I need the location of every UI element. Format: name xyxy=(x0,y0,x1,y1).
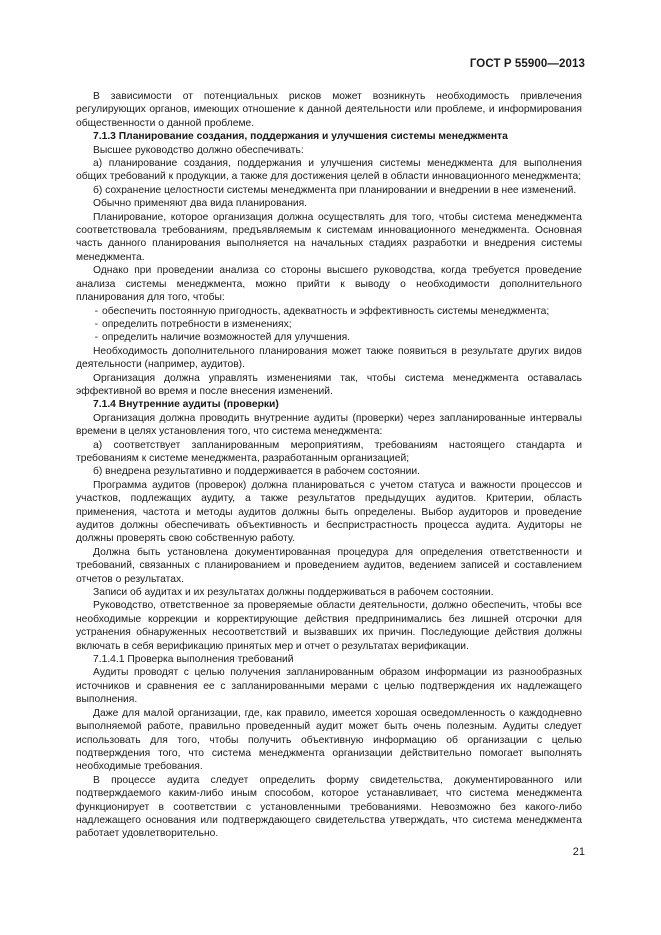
paragraph: Аудиты проводят с целью получения запланированным образом информации из разнообразных источников и сравнения ее с запланированными мерами с целью подтверждения их надлежащего выполнения. xyxy=(76,667,582,706)
paragraph: б) сохранение целостности системы менеджмента при планировании и внедрении в нее изменений. xyxy=(93,184,577,196)
paragraph: Программа аудитов (проверок) должна планироваться с учетом статуса и важности процессов и участков, подлежащих аудиту, а также результатов предыдущих аудитов. Критерии, область применения, частота и методы аудитов должны быть определены. Выбор аудиторов и проведение аудитов должны обеспечивать объективность и беспристрастность процесса аудита. Аудиторы не должны проверять свою собственную работу. xyxy=(76,479,582,545)
paragraph: Однако при проведении анализа со стороны высшего руководства, когда требуется проведение анализа системы менеджмента, можно прийти к выводу о необходимости дополнительного планирования для того, чтобы: xyxy=(76,265,582,304)
list-item-text: определить наличие возможностей для улучшения. xyxy=(102,332,351,344)
list-item xyxy=(76,331,582,344)
paragraph: Организация должна проводить внутренние аудиты (проверки) через запланированные интервалы времени в целях установления того, что система менеджмента: xyxy=(76,412,582,438)
list-item xyxy=(76,318,582,331)
list-dash: - xyxy=(94,305,98,317)
page-number: 21 xyxy=(572,846,585,858)
paragraph: В зависимости от потенциальных рисков может возникнуть необходимость привлечения регулирующих органов, имеющих отношение к данной деятельности или проблеме, и информирования общественности о данной проблеме. xyxy=(76,91,582,129)
paragraph: Высшее руководство должно обеспечивать: xyxy=(93,144,304,156)
paragraph: 7.1.4.1 Проверка выполнения требований xyxy=(93,654,294,666)
paragraph: Обычно применяют два вида планирования. xyxy=(93,198,308,210)
paragraph: а) планирование создания, поддержания и улучшения системы менеджмента для выполнения общих требований к продукции, а также для достижения целей в области инновационного менеджмента; xyxy=(76,158,582,183)
standard-header: ГОСТ Р 55900—2013 xyxy=(469,58,585,70)
section-heading: 7.1.4 Внутренние аудиты (проверки) xyxy=(93,399,279,411)
list-item xyxy=(76,305,582,318)
paragraph: Организация должна управлять изменениями так, чтобы система менеджмента оставалась эффективной во время и после внесения изменений. xyxy=(76,372,582,397)
paragraph: В процессе аудита следует определить форму свидетельства, документированного или подтверждаемого каким-либо иным способом, которое устанавливает, что система менеджмента функционирует в соответствии с установленными требованиями. Невозможно без какого-либо надлежащего основания или подтверждающего свидетельства утверждать, что система менеджмента работает удовлетворительно. xyxy=(76,774,582,840)
paragraph: б) внедрена результативно и поддерживается в рабочем состоянии. xyxy=(93,466,420,478)
list-dash: - xyxy=(94,332,98,344)
paragraph: Даже для малой организации, где, как правило, имеется хорошая осведомленность о каждодневно выполняемой работе, правильно проведенный аудит может быть очень полезным. Аудиты следует использовать для того, чтобы получить объективную информацию об организации с целью подтверждения того, что система менеджмента организации действительно помогает выполнять необходимые требования. xyxy=(76,707,582,773)
list-item-text: определить потребности в изменениях; xyxy=(102,318,292,330)
paragraph: Руководство, ответственное за проверяемые области деятельности, должно обеспечить, чтобы все необходимые коррекции и корректирующие действия предпринимались без лишней отсрочки для устранения обнаруженных несоответствий и вызвавших их причин. Последующие действия должны включать в себя верификацию принятых мер и отчет о результатах верификации. xyxy=(76,600,582,652)
document-body xyxy=(76,90,582,841)
paragraph: Необходимость дополнительного планирования может также появиться в результате других видов деятельности (например, аудитов). xyxy=(76,345,582,371)
section-heading: 7.1.3 Планирование создания, поддержания и улучшения системы менеджмента xyxy=(93,131,508,143)
list-dash: - xyxy=(94,318,98,330)
paragraph: Должна быть установлена документированная процедура для определения ответственности и требований, связанных с планированием и проведением аудитов, ведением записей и составлением отчетов о результатах. xyxy=(76,546,582,585)
paragraph: Планирование, которое организация должна осуществлять для того, чтобы система менеджмента соответствовала требованиям, предъявляемым к системам инновационного менеджмента. Основная часть данного планирования выполняется на начальных стадиях разработки и внедрения системы менеджмента. xyxy=(76,211,582,263)
list-item-text: обеспечить постоянную пригодность, адекватность и эффективность системы менеджмента; xyxy=(102,305,550,317)
paragraph: Записи об аудитах и их результатах должны поддерживаться в рабочем состоянии. xyxy=(93,587,494,599)
paragraph: а) соответствует запланированным мероприятиям, требованиям настоящего стандарта и требованиям к системе менеджмента, разработанным организацией; xyxy=(76,439,582,464)
